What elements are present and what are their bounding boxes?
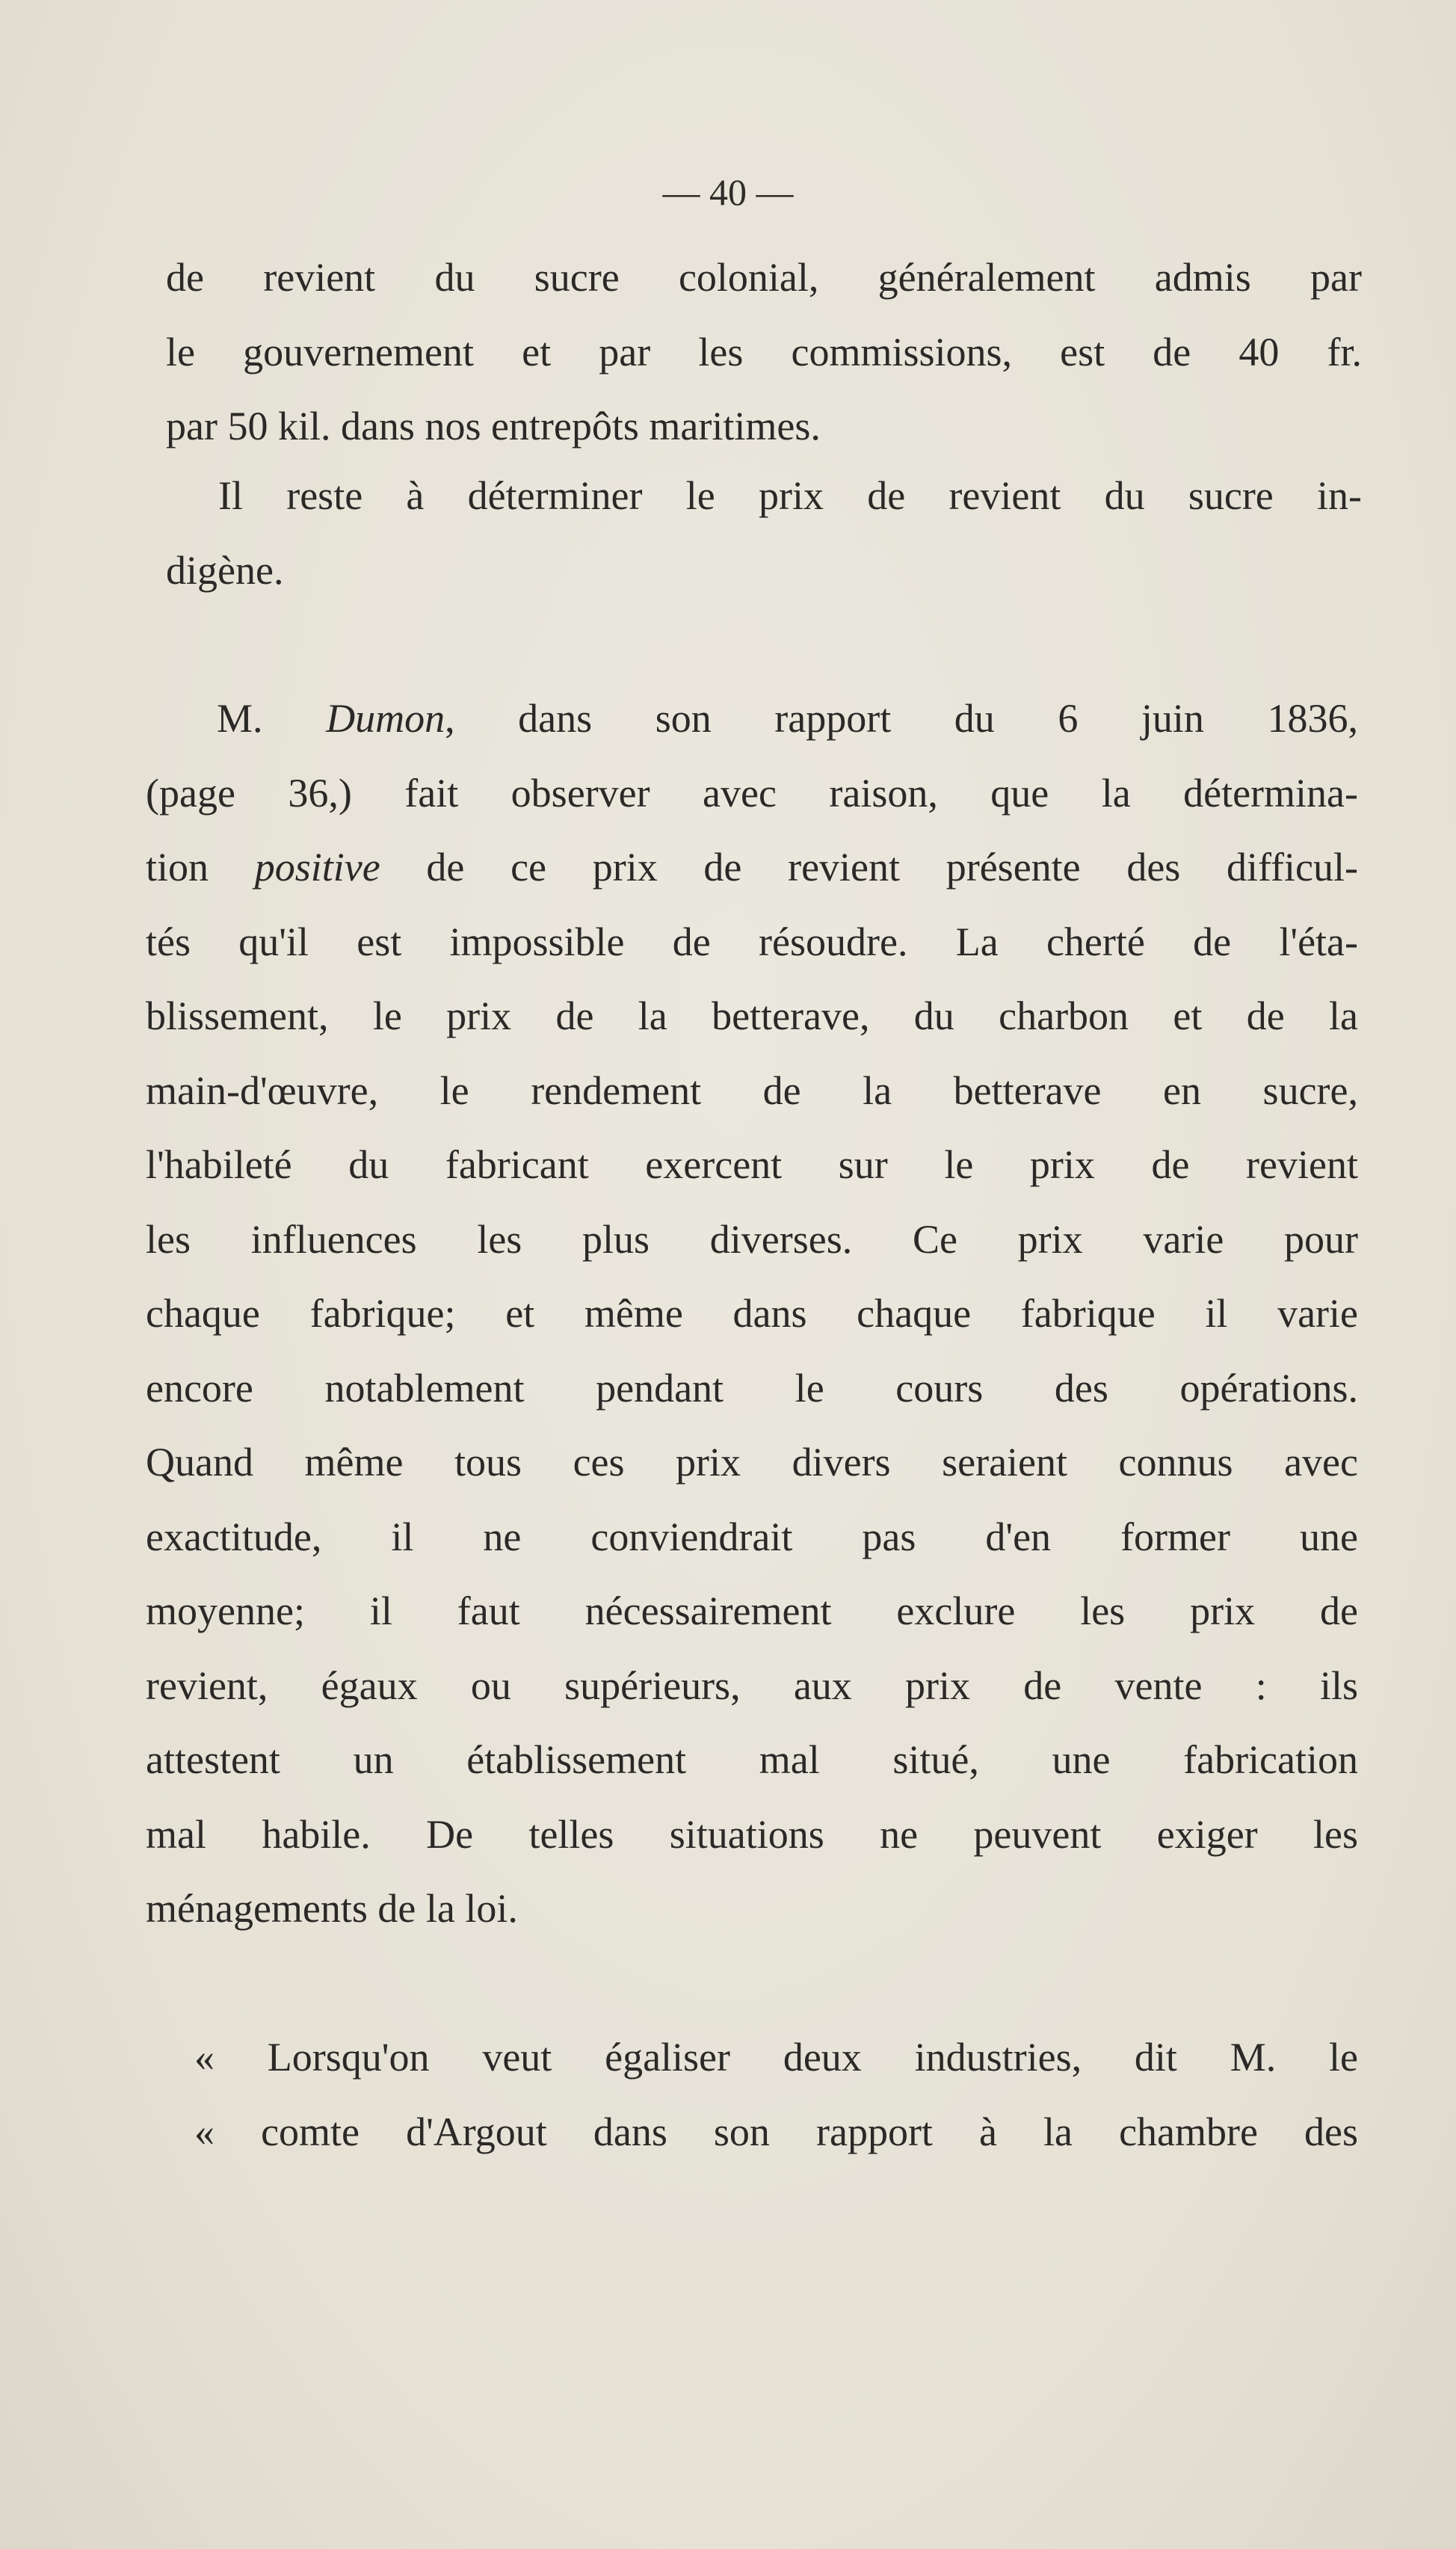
paragraph-2 [166, 459, 1362, 608]
text-line: ménagements de la loi. [146, 1886, 518, 1931]
text-fragment: tion [146, 845, 255, 890]
text-line: les influences les plus diverses. Ce prix varie pour [146, 1216, 1358, 1262]
text-fragment: M. [217, 696, 327, 741]
paragraph-3 [146, 682, 1358, 1947]
paragraph-1 [166, 241, 1362, 464]
text-line: (page 36,) fait observer avec raison, que la détermina- [146, 770, 1358, 816]
text-fragment: , dans son rapport du 6 juin 1836, [445, 696, 1358, 741]
text-line: « Lorsqu'on veut égaliser deux industries, dit M. le [194, 2035, 1358, 2080]
text-line: attestent un établissement mal situé, une fabrication [146, 1737, 1358, 1782]
emphasis-word: positive [254, 845, 380, 890]
text-line: revient, égaux ou supérieurs, aux prix de vente : ils [146, 1662, 1358, 1708]
text-line: de revient du sucre colonial, généralement admis par [166, 255, 1362, 300]
text-line: le gouvernement et par les commissions, est de 40 fr. [166, 329, 1362, 375]
text-line: « comte d'Argout dans son rapport à la chambre des [194, 2109, 1358, 2154]
text-line: Quand même tous ces prix divers seraient connus avec [146, 1440, 1358, 1485]
text-line: tés qu'il est impossible de résoudre. La cherté de l'éta- [146, 919, 1358, 964]
text-line [146, 830, 1358, 905]
text-line: encore notablement pendant le cours des opérations. [146, 1365, 1358, 1411]
text-fragment: de ce prix de revient présente des difficul- [380, 845, 1358, 890]
page-number: — 40 — [662, 171, 794, 213]
text-line: par 50 kil. dans nos entrepôts maritimes. [166, 404, 821, 449]
text-line: Il reste à déterminer le prix de revient du sucre in- [218, 473, 1362, 518]
text-line: mal habile. De telles situations ne peuvent exiger les [146, 1811, 1358, 1857]
paragraph-4 [146, 2021, 1358, 2169]
text-line: digène. [166, 547, 284, 593]
text-line: exactitude, il ne conviendrait pas d'en former une [146, 1514, 1358, 1559]
text-line: l'habileté du fabricant exercent sur le prix de revient [146, 1142, 1358, 1187]
text-line: moyenne; il faut nécessairement exclure les prix de [146, 1588, 1358, 1633]
text-line: chaque fabrique; et même dans chaque fabrique il varie [146, 1291, 1358, 1336]
text-line [146, 682, 1358, 756]
author-name: Dumon [326, 696, 445, 741]
text-line: main-d'œuvre, le rendement de la betterave en sucre, [146, 1067, 1358, 1113]
text-line: blissement, le prix de la betterave, du charbon et de la [146, 993, 1358, 1038]
